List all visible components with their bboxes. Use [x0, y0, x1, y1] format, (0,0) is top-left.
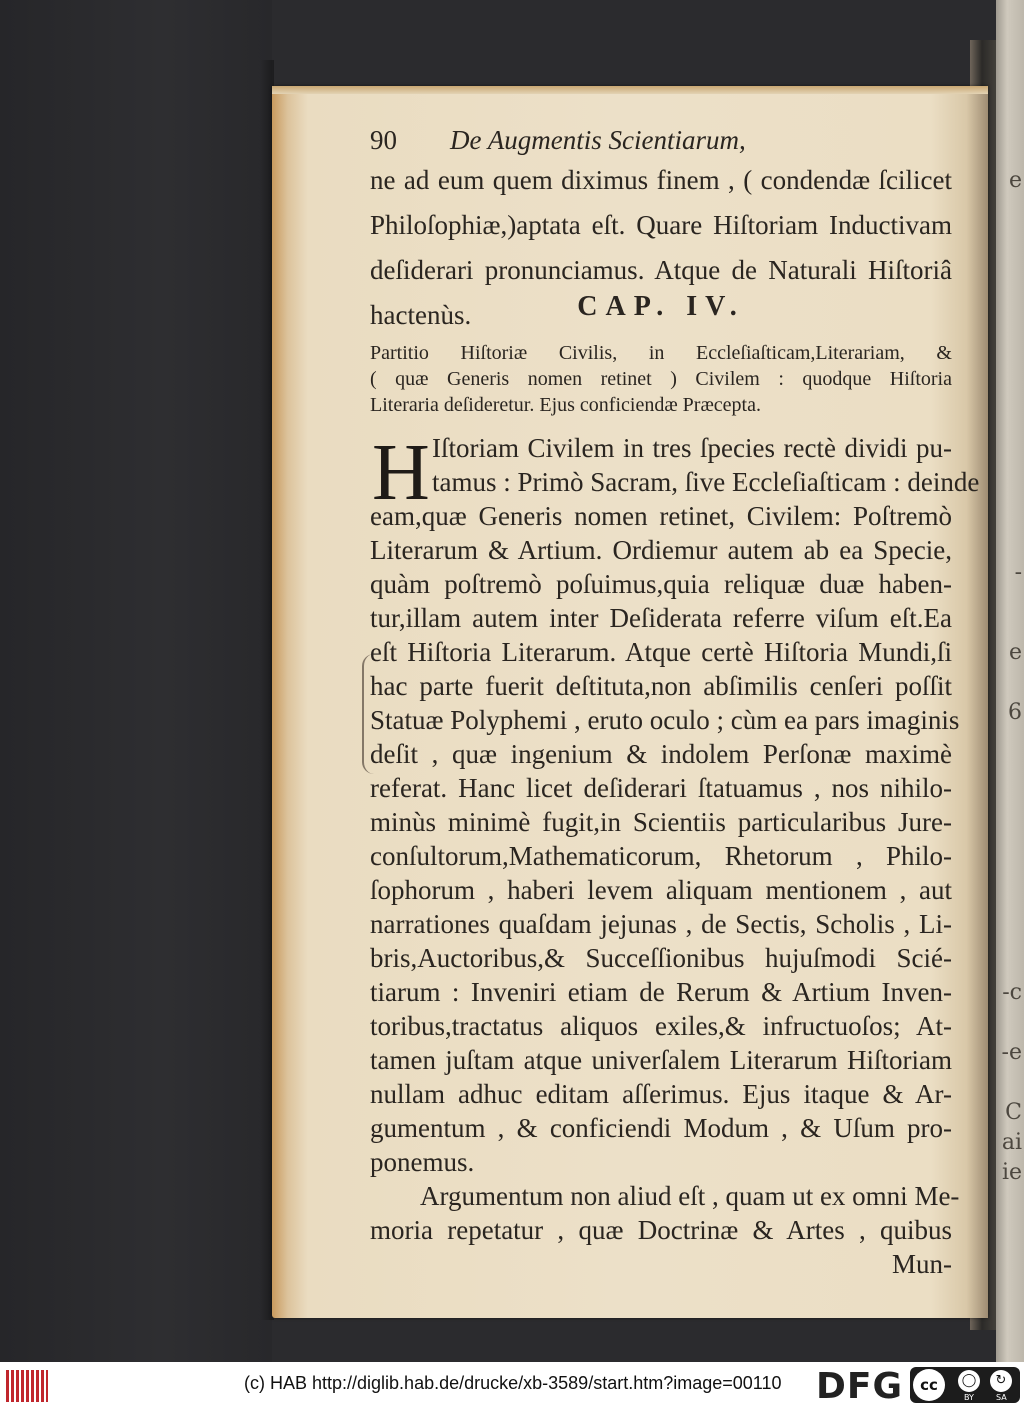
next-page-fragment: -e: [1001, 1040, 1022, 1065]
next-page-fragment: -: [1014, 560, 1022, 585]
text-line: Philoſophiæ,)aptata eſt. Quare Hiſtoriam Inductivam: [370, 210, 952, 240]
page-top-edge: [272, 86, 988, 94]
chapter-heading: CAP. IV.: [577, 291, 745, 322]
body-line: quàm poſtremò poſuimus,quia reliquæ duæ haben-: [370, 569, 952, 599]
body-line: hac parte fuerit deſtituta,non abſimilis cenſeri poſſit: [370, 671, 952, 701]
page-number: 90: [370, 125, 397, 155]
by-person-icon: ◯: [958, 1370, 980, 1392]
next-page-fragment: e: [1008, 168, 1022, 193]
drop-cap: H: [372, 429, 430, 517]
body-line: deſit , quæ ingenium & indolem Perſonæ maximè: [370, 739, 952, 769]
cc-icon: cc: [913, 1369, 945, 1401]
running-head: [370, 124, 952, 158]
next-page-edge: [996, 0, 1024, 1362]
body-line: ponemus.: [370, 1147, 475, 1177]
body-line: Argumentum non aliud eſt , quam ut ex omni Me-: [420, 1181, 960, 1211]
body-line: Iſtoriam Civilem in tres ſpecies rectè dividi pu-: [432, 433, 952, 463]
copyright-link[interactable]: (c) HAB http://diglib.hab.de/drucke/xb-3589/start.htm?image=00110: [244, 1373, 782, 1393]
next-page-fragment: e: [1008, 640, 1022, 665]
body-line: ſophorum , haberi levem aliquam mentionem , aut: [370, 875, 952, 905]
catchword: Mun-: [892, 1249, 952, 1279]
next-page-fragment: 6: [1008, 700, 1022, 725]
summary-line: Literaria deſideretur. Ejus conficiendæ Præcepta.: [370, 394, 761, 416]
body-line: nullam adhuc editam aſſerimus. Ejus itaque & Ar-: [370, 1079, 952, 1109]
body-line: moria repetatur , quæ Doctrinæ & Artes , quibus: [370, 1215, 952, 1245]
body-line: tur,illam autem inter Deſiderata referre viſum eſt.Ea: [370, 603, 952, 633]
body-line: conſultorum,Mathematicorum, Rhetorum , Philo-: [370, 841, 952, 871]
body-line: eſt Hiſtoria Literarum. Atque certè Hiſtoria Mundi,ſi: [370, 637, 952, 667]
next-page-fragment: -c: [1002, 980, 1022, 1005]
hab-logo-icon[interactable]: [6, 1370, 48, 1402]
text-line: hactenùs.: [370, 300, 472, 330]
cc-sa-label: SA: [996, 1393, 1007, 1402]
body-line: Statuæ Polyphemi , eruto oculo ; cùm ea pars imaginis: [370, 705, 960, 735]
body-line: bris,Auctoribus,& Succeſſionibus hujuſmodi Scié-: [370, 943, 952, 973]
body-line: Literarum & Artium. Ordiemur autem ab ea Specie,: [370, 535, 952, 565]
running-title: De Augmentis Scientiarum,: [450, 125, 746, 155]
body-line: referat. Hanc licet deſiderari ſtatuamus , nos nihilo-: [370, 773, 952, 803]
footer-bar: [0, 1362, 1024, 1409]
cc-by-label: BY: [964, 1393, 974, 1402]
dfg-logo[interactable]: DFG: [816, 1366, 904, 1407]
background-left: [0, 0, 272, 1362]
next-page-fragment: ie: [1001, 1160, 1022, 1185]
body-line: tamus : Primò Sacram, ſive Eccleſiaſticam : deinde: [432, 467, 980, 497]
body-line: gumentum , & conficiendi Modum , & Uſum pro-: [370, 1113, 952, 1143]
cc-license-badge[interactable]: [910, 1367, 1020, 1403]
share-alike-icon: ↻: [990, 1370, 1012, 1392]
summary-line: Partitio Hiſtoriæ Civilis, in Eccleſiaſticam,Literariam, &: [370, 342, 952, 364]
text-line: ne ad eum quem diximus finem , ( condendæ ſcilicet: [370, 165, 952, 195]
body-line: toribus,tractatus aliquos exiles,& infructuoſos; At-: [370, 1011, 952, 1041]
body-line: eam,quæ Generis nomen retinet, Civilem: Poſtremò: [370, 501, 952, 531]
body-line: narrationes quaſdam jejunas , de Sectis, Scholis , Li-: [370, 909, 952, 939]
next-page-fragment: ai: [1001, 1130, 1022, 1155]
summary-line: ( quæ Generis nomen retinet ) Civilem : quodque Hiſtoria: [370, 368, 952, 390]
body-line: tiarum : Inveniri etiam de Rerum & Artium Inven-: [370, 977, 952, 1007]
text-line: deſiderari pronunciamus. Atque de Naturali Hiſtoriâ: [370, 255, 952, 285]
next-page-fragment: C: [1005, 1100, 1022, 1125]
body-line: minùs minimè fugit,in Scientiis particularibus Jure-: [370, 807, 952, 837]
body-line: tamen juſtam atque univerſalem Literarum Hiſtoriam: [370, 1045, 952, 1075]
